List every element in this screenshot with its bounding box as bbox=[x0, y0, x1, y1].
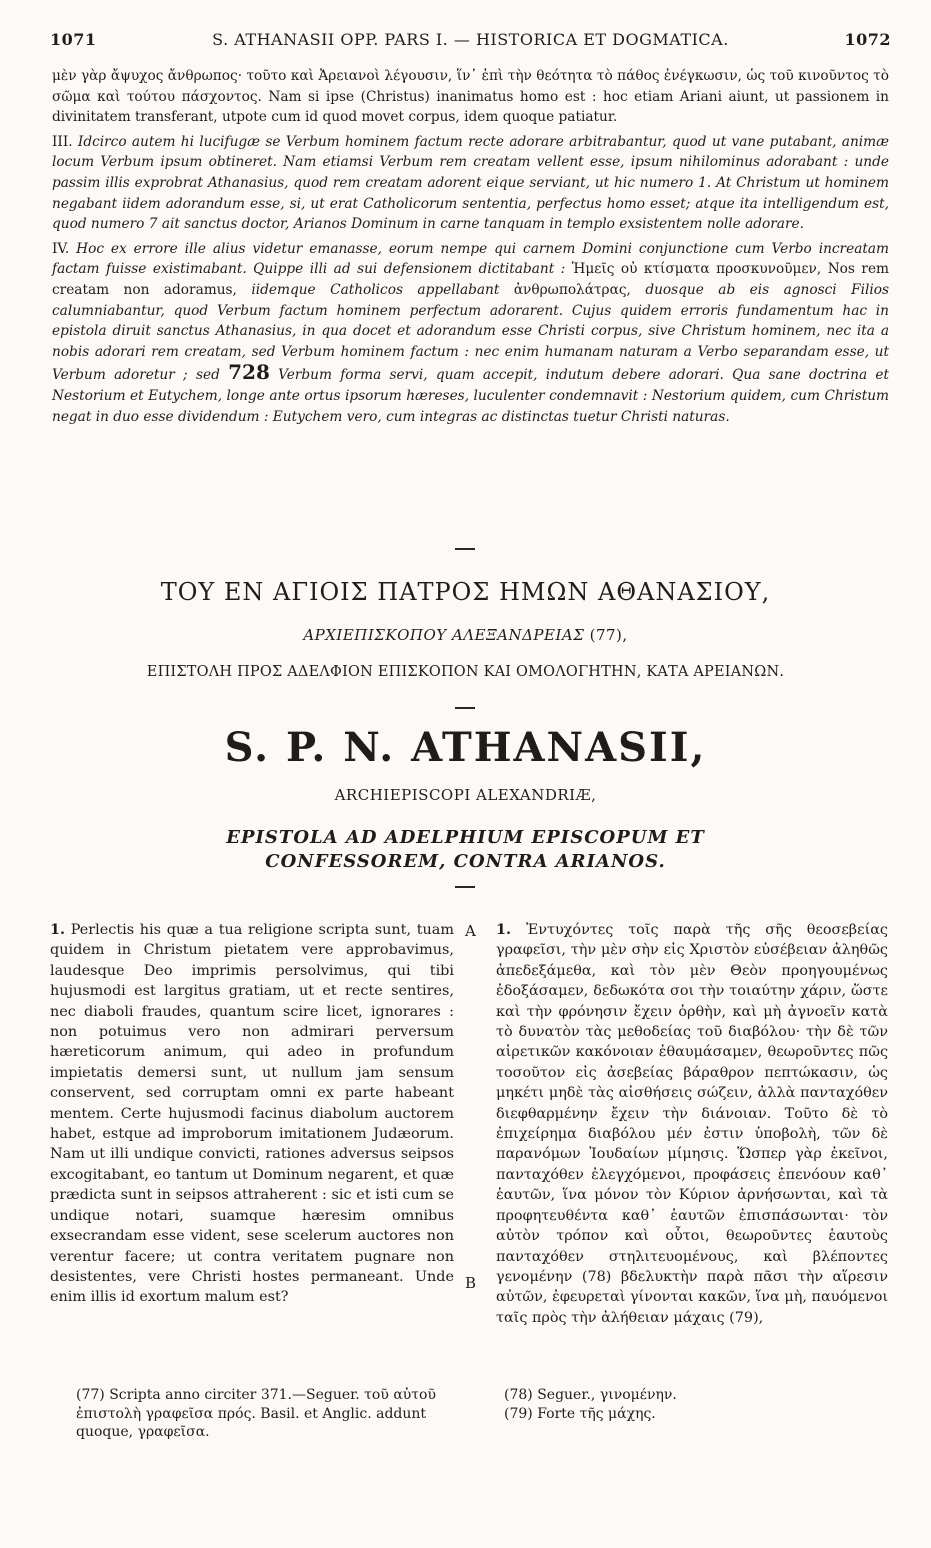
introduction-notes bbox=[52, 66, 889, 431]
column-number-right: 1072 bbox=[844, 30, 891, 49]
greek-epistle-title: ΕΠΙΣΤΟΛΗ ΠΡΟΣ ΑΔΕΛΦΙΟΝ ΕΠΙΣΚΟΠΟΝ ΚΑΙ ΟΜΟΛΟΓΗΤΗΝ, ΚΑΤΑ ΑΡΕΙΑΝΩΝ. bbox=[146, 664, 785, 680]
footnote-ref: (79), bbox=[729, 1309, 764, 1326]
footnote-78: (78) Seguer., γινομένην. bbox=[504, 1387, 677, 1403]
latin-column bbox=[50, 920, 454, 1308]
greek-paragraph-1: 1. Ἐντυχόντες τοῖς παρὰ τῆς σῆς θεοσεβείας γραφεῖσι, τὴν μὲν σὴν εἰς Χριστὸν εὐσέβειαν ἀληθῶς ἀπεδεξάμεθα, καὶ τὸν μὲν Θεὸν προηγουμένως ἐδοξάσαμεν, δεδωκότα σοι τὴν τοιαύτην χάριν, ὥστε καὶ τὴν φρόνησιν ἔχειν ὀρθὴν, καὶ μὴ ἀγνοεῖν κατὰ τὸ δυνατὸν τὰς μεθοδείας τοῦ διαβόλου· τὴν δὲ τῶν αἱρετικῶν κακόνοιαν ἐθαυμάσαμεν, θεωροῦντες πῶς τοσοῦτον εἰς ἀσεβείας βάραθρον πεπτώκασιν, ὡς μηκέτι μηδὲ τὰς αἰσθήσεις σώζειν, ἀλλὰ πανταχόθεν διεφθαρμένην ἔχειν τὴν διάνοιαν. Τοῦτο δὲ τὸ ἐπιχείρημα διαβόλου μέν ἐστιν ὑποβολὴ, τῶν δὲ παρανόμων Ἰουδαίων μίμησις. Ὥσπερ γὰρ ἐκεῖνοι, πανταχόθεν ἐλεγχόμενοι, προφάσεις ἐπενόουν καθ᾽ ἑαυτῶν, ἵνα μόνον τὸν Κύριον ἀρνήσωνται, καὶ τὰ προφητευθέντα καθ᾽ ἑαυτῶν ἐπισπάσωνται· τὸν αὐτὸν τρόπον καὶ οὗτοι, θεωροῦντες ἑαυτοὺς πανταχόθεν στηλιτευομένους, καὶ βλέποντες γενομένην (78) βδελυκτὴν παρὰ πᾶσι τὴν αἵρεσιν αὐτῶν, ἐφευρεταὶ γίνονται κακῶν, ἵνα μὴ, παυόμενοι ταῖς πρὸς τὴν ἀλήθειαν μάχαις (79), bbox=[496, 921, 889, 1326]
greek-title: ΤΟΥ ΕΝ ΑΓΙΟΙΣ ΠΑΤΡΟΣ ΗΜΩΝ ΑΘΑΝΑΣΙΟΥ, bbox=[160, 578, 771, 606]
running-title: S. ATHANASII OPP. PARS I. — HISTORICA ET DOGMATICA. bbox=[212, 30, 729, 49]
intro-paragraph-1: μὲν γὰρ ἄψυχος ἄνθρωπος· τοῦτο καὶ Ἀρειανοὶ λέγουσιν, ἵν᾽ ἐπὶ τὴν θεότητα τὸ πάθος ἐνέγκωσιν, ὡς τοῦ κινοῦντος τὸ σῶμα καὶ τούτου πάσχοντος. Nam si ipse (Christus) inanimatus homo est : hoc etiam Ariani aiunt, ut passionem in divinitatem transferant, utpote cum id quod movet corpus, idem quoque patiatur. bbox=[52, 68, 889, 126]
footnote-ref: (77), bbox=[589, 626, 628, 644]
greek-column bbox=[496, 920, 888, 1328]
paragraph-number: IV. bbox=[52, 240, 70, 257]
latin-subtitle: ARCHIEPISCOPI ALEXANDRIÆ, bbox=[334, 786, 597, 804]
page-header bbox=[50, 30, 891, 52]
divider bbox=[455, 707, 475, 709]
original-page-number: 728 bbox=[228, 360, 270, 385]
latin-epistle-title: EPISTOLA AD ADELPHIUM EPISCOPUM ET CONFESSOREM, CONTRA ARIANOS. bbox=[226, 827, 705, 872]
footnotes-left bbox=[76, 1386, 456, 1442]
divider bbox=[455, 548, 475, 550]
latin-paragraph-1: 1. Perlectis his quæ a tua religione scripta sunt, tuam quidem in Christum pietatem vere approbavimus, laudesque Deo imprimis persolvimus, qui tibi hujusmodi est largitus gratiam, ut et recte sentires, nec diaboli fraudes, quantum scire licet, ignorares : non potuimus vero non admirari perversum hæreticorum animum, qui adeo in profundum impietatis demersi sunt, ut nullum jam sensum conservent, sed corruptam omni ex parte habeant mentem. Certe hujusmodi facinus diabolum auctorem habet, estque ad improborum imitationem Judæorum. Nam ut illi undique convicti, rationes adversus seipsos excogitabant, eo tantum ut Dominum negarent, et quæ prædicta sunt in seipsos attraherent : sic et isti cum se undique notari, suamque hæresim omnibus exsecrandam esse vident, sese scelerum auctores non verentur facere; ut contra veritatem pugnare non desistentes, vere Christi hostes permaneant. Unde enim illis id exortum malum est? bbox=[50, 921, 454, 1306]
divider bbox=[455, 886, 475, 888]
greek-subtitle: ΑΡΧΙΕΠΙΣΚΟΠΟΥ ΑΛΕΞΑΝΔΡΕΙΑΣ (77), bbox=[303, 626, 628, 644]
latin-title: S. P. N. ATHANASII, bbox=[224, 724, 707, 771]
margin-marker-a: A bbox=[465, 922, 476, 940]
paragraph-number: 1. bbox=[496, 921, 512, 938]
margin-marker-b: B bbox=[465, 1274, 477, 1292]
intro-paragraph-3: III. Idcirco autem hi lucifugæ se Verbum hominem factum recte adorare arbitrabantur, quod ut vane putabant, animæ locum Verbum ipsum obtineret. Nam etiamsi Verbum rem creatam vellent esse, ipsum nihilominus adorabant : unde passim illis exprobrat Athanasius, quod rem creatam adorent eique serviant, ut hic numero 1. At Christum ut hominem negabant iidem adorandum esse, si, ut erat Catholicorum sententia, perfectus homo esset; atque ita intelligendum est, quod numero 7 ait sanctus doctor, Arianos Dominum in carne tanquam in templo exsistentem nolle adorare. bbox=[52, 133, 889, 233]
paragraph-number: III. bbox=[52, 133, 73, 150]
footnote-79: (79) Forte τῆς μάχης. bbox=[504, 1405, 656, 1422]
footnote-ref: (78) bbox=[581, 1268, 612, 1285]
footnotes-right bbox=[504, 1386, 884, 1423]
column-number-left: 1071 bbox=[50, 30, 97, 49]
paragraph-number: 1. bbox=[50, 921, 66, 938]
footnote-77: (77) Scripta anno circiter 371.—Seguer. τοῦ αὐτοῦ ἐπιστολὴ γραφεῖσα πρός. Basil. et Anglic. addunt quoque, γραφεῖσα. bbox=[76, 1387, 436, 1440]
intro-paragraph-4: IV. Hoc ex errore ille alius videtur emanasse, eorum nempe qui carnem Domini conjunctione cum Verbo increatam factam fuisse existimabant. Quippe illi ad sui defensionem dictitabant : Ἡμεῖς οὐ κτίσματα προσκυνοῦμεν, Nos rem creatam non adoramus, iidemque Catholicos appellabant ἀνθρωπολάτρας, duosque ab eis agnosci Filios calumniabantur, quod Verbum factum hominem perfectum adorarent. Cujus quidem erroris fundamentum hac in epistola diruit sanctus Athanasius, in qua docet et adorandum esse Christi corpus, sive Christum hominem, nec ita a nobis adorari rem creatam, sed Verbum hominem factum : nec enim humanam naturam a Verbo separandam esse, ut Verbum adoretur ; sed 728 Verbum forma servi, quam accepit, indutum debere adorari. Qua sane doctrina et Nestorium et Eutychem, longe ante ortus ipsorum hæreses, luculenter condemnavit : Nestorium quidem, cum Christum negat in duo esse dividendum : Eutychem vero, cum integras ac distinctas tuetur Christi naturas. bbox=[52, 240, 890, 425]
